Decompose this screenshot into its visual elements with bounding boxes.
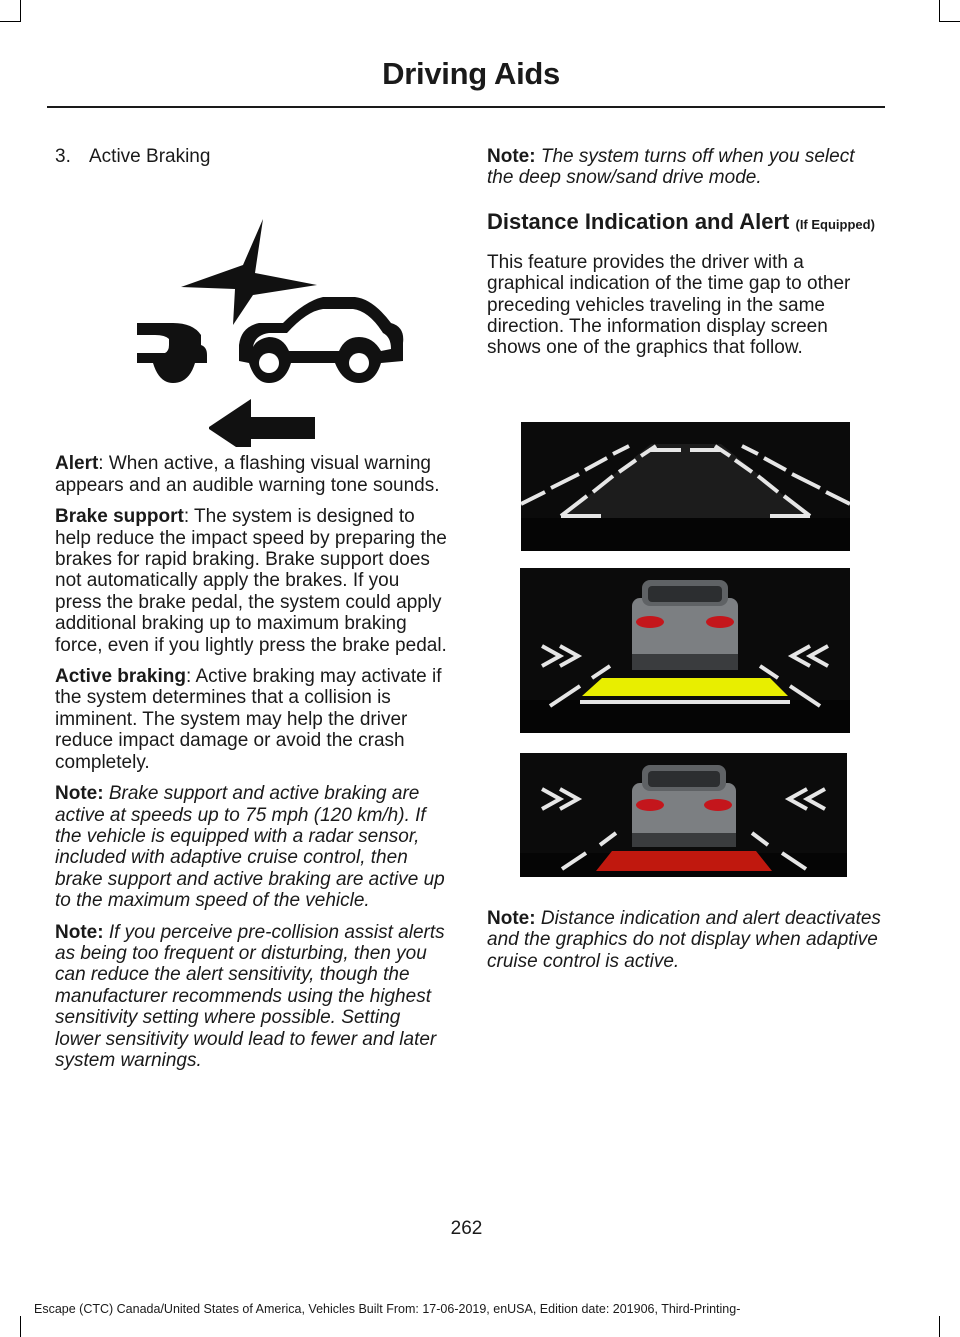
red-distance-band xyxy=(596,851,772,871)
crop-mark-top-left xyxy=(20,0,21,22)
footer-text: Escape (CTC) Canada/United States of America, Vehicles Built From: 17-06-2019, enUSA, Edition date: 201906, Third-Printing- xyxy=(34,1302,741,1316)
brake-support-term: Brake support xyxy=(55,506,184,528)
section-heading-text: Distance Indication and Alert xyxy=(487,208,790,234)
item-number: 3. xyxy=(55,146,71,167)
crop-mark-top-left-h xyxy=(0,21,20,22)
item-label: Active Braking xyxy=(89,146,211,167)
note-text: Distance indication and alert deactivates and the graphics do not display when adaptive cruise control is active. xyxy=(487,908,881,972)
crop-mark-bottom-left xyxy=(20,1316,21,1337)
lead-car-icon xyxy=(632,580,738,670)
right-column xyxy=(487,146,882,369)
page-number: 262 xyxy=(450,1218,483,1239)
brake-support-paragraph xyxy=(55,506,447,656)
page-title: Driving Aids xyxy=(382,56,560,91)
note-label: Note: xyxy=(487,908,536,929)
header-rule xyxy=(47,106,885,108)
note-label: Note: xyxy=(55,783,104,805)
lead-car-icon xyxy=(632,765,736,847)
alert-term: Alert xyxy=(55,453,99,475)
distance-graphic-clear-road xyxy=(521,422,850,551)
active-braking-paragraph xyxy=(55,666,447,773)
note-drive-mode xyxy=(487,146,882,189)
section-heading-qualifier: (If Equipped) xyxy=(795,216,875,232)
crop-mark-top-right-h xyxy=(940,21,960,22)
brake-support-text: : The system is designed to help reduce the impact speed by preparing the brakes for rapid braking. Brake support does not automatically apply the brakes. If you press the brake pedal, the system could apply additional braking up to maximum braking force, even if you lightly press the brake pedal. xyxy=(55,506,447,656)
active-braking-warning-icon xyxy=(55,177,447,447)
distance-graphic-red-alert xyxy=(520,753,847,877)
section-heading xyxy=(487,209,882,238)
note-label: Note: xyxy=(487,146,536,167)
note-label: Note: xyxy=(55,921,104,943)
distance-graphic-yellow-warning xyxy=(520,568,850,733)
right-column-bottom xyxy=(487,908,882,982)
impact-star-icon xyxy=(181,219,317,325)
note-text: The system turns off when you select the deep snow/sand drive mode. xyxy=(487,146,855,189)
left-column xyxy=(55,146,447,1081)
crop-mark-top-right xyxy=(939,0,940,22)
yellow-distance-band xyxy=(582,678,788,696)
intro-paragraph: This feature provides the driver with a graphical indication of the time gap to other preceding vehicles traveling in the same direction. The information display screen shows one of the graphics that follow. xyxy=(487,251,851,359)
note-sensitivity xyxy=(55,922,447,1072)
note-text: Brake support and active braking are active at speeds up to 75 mph (120 km/h). If the vehicle is equipped with a radar sensor, included with adaptive cruise control, then brake support and active braking are active up to the maximum speed of the vehicle. xyxy=(55,783,445,912)
active-braking-term: Active braking xyxy=(55,666,186,688)
alert-text: : When active, a flashing visual warning appears and an audible warning tone sounds. xyxy=(55,453,440,496)
note-speed xyxy=(55,783,447,911)
note-text: If you perceive pre-collision assist alerts as being too frequent or disturbing, then you can reduce the alert sensitivity, though the manufacturer recommends using the highest sensitivity setting where possible. Setting lower sensitivity would lead to fewer and later system warnings. xyxy=(55,921,445,1071)
numbered-item xyxy=(55,146,447,167)
active-braking-text: : Active braking may activate if the system determines that a collision is imminent. The system may help the driver reduce impact damage or avoid the crash completely. xyxy=(55,666,442,773)
braking-arrow-icon xyxy=(209,399,315,447)
alert-paragraph xyxy=(55,453,447,496)
note-adaptive-cruise xyxy=(487,908,882,972)
crop-mark-bottom-right xyxy=(939,1316,940,1337)
front-car-rear-icon xyxy=(137,323,207,383)
